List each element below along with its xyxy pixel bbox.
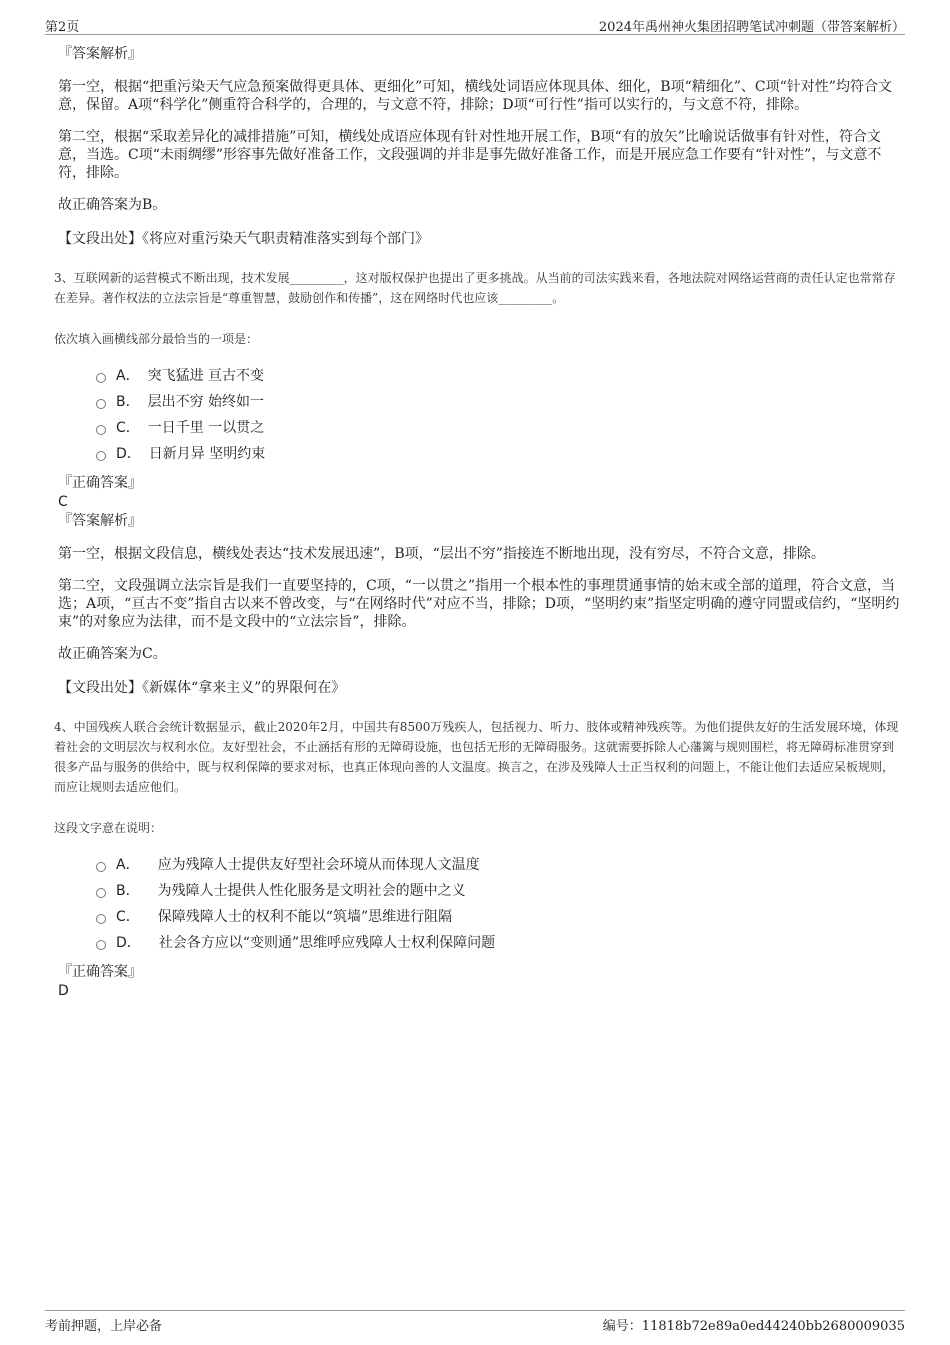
option-d[interactable]: [94, 441, 902, 467]
page-number: 第2页: [45, 20, 80, 35]
option-d[interactable]: [94, 930, 902, 956]
page-header: [45, 14, 905, 35]
option-text: 日新月异 坚明约束: [148, 446, 266, 462]
radio-icon[interactable]: [96, 940, 106, 950]
option-text: 为残障人士提供人性化服务是文明社会的题中之义: [157, 883, 466, 899]
question-prompt: 这段文字意在说明：: [54, 821, 163, 835]
radio-icon[interactable]: [96, 888, 106, 898]
page-content: [54, 44, 902, 1000]
analysis-paragraph: 第一空，根据文段信息，横线处表达“技术发展迅速”，B项，“层出不穷”指接连不断地出现，没有穷尽，不符合文意，排除。: [58, 546, 825, 562]
analysis-label: 『答案解析』: [58, 513, 142, 529]
footer-slogan: 考前押题，上岸必备: [45, 1319, 163, 1334]
analysis-paragraph: 第一空，根据“把重污染天气应急预案做得更具体、更细化”可知，横线处词语应体现具体、细化，B项“精细化”、C项“针对性”均符合文意，保留。A项“科学化”侧重符合科学的，合理的，与文意不符，排除；D项“可行性”指可以实行的，与文意不符，排除。: [58, 79, 892, 113]
option-c[interactable]: [94, 415, 902, 441]
analysis-paragraph: 第二空，根据“采取差异化的减排措施”可知，横线处成语应体现有针对性地开展工作，B项“有的放矢”比喻说话做事有针对性，符合文意，当选。C项“未雨绸缪”形容事先做好准备工作，文段强调的并非是事先做好准备工作，而是开展应急工作要有“针对性”，与文意不符，排除。: [58, 129, 882, 181]
option-letter: D．: [116, 446, 141, 462]
option-list: [94, 852, 902, 956]
radio-icon[interactable]: [96, 862, 106, 872]
option-text: 应为残障人士提供友好型社会环境从而体现人文温度: [157, 857, 480, 873]
option-b[interactable]: [94, 389, 902, 415]
question-text: 3、互联网新的运营模式不断出现，技术发展_________，这对版权保护也提出了更多挑战。从当前的司法实践来看，各地法院对网络运营商的责任认定也常常存在差异。著作权法的立法宗旨是“尊重智慧，鼓励创作和传播”，这在网络时代也应该_________。: [54, 271, 896, 305]
page-footer: [45, 1310, 905, 1333]
question-prompt: 依次填入画横线部分最恰当的一项是：: [54, 332, 259, 346]
radio-icon[interactable]: [96, 451, 106, 461]
passage-source: 【文段出处】《新媒体“拿来主义”的界限何在》: [58, 680, 346, 696]
option-text: 社会各方应以“变则通”思维呼应残障人士权利保障问题: [158, 935, 496, 951]
passage-source: 【文段出处】《将应对重污染天气职责精准落实到每个部门》: [58, 231, 429, 247]
radio-icon[interactable]: [96, 373, 106, 383]
option-letter: C．: [116, 909, 140, 925]
correct-answer: C: [58, 494, 68, 510]
radio-icon[interactable]: [96, 425, 106, 435]
question-text: 4、中国残疾人联合会统计数据显示，截止2020年2月，中国共有8500万残疾人，包括视力、听力、肢体或精神残疾等。为他们提供友好的生活发展环境，体现着社会的文明层次与权利水位。友好型社会，不止涵括有形的无障碍设施，也包括无形的无障碍服务。这就需要拆除人心藩篱与规则围栏，将无障碍标准贯穿到很多产品与服务的供给中，既与权利保障的要求对标，也真正体现向善的人文温度。换言之，在涉及残障人士正当权利的问题上，不能让他们去适应呆板规则，而应让规则去适应他们。: [54, 720, 899, 794]
analysis-label: 『答案解析』: [58, 46, 142, 62]
question-4: [54, 717, 902, 1000]
option-letter: C．: [116, 420, 140, 436]
option-a[interactable]: [94, 852, 902, 878]
option-list: [94, 363, 902, 467]
option-letter: A．: [116, 368, 140, 384]
answer-conclusion: 故正确答案为C。: [58, 646, 167, 662]
option-text: 一日千里 一以贯之: [147, 420, 265, 436]
option-letter: A．: [116, 857, 140, 873]
option-text: 突飞猛进 亘古不变: [147, 368, 265, 384]
correct-answer-label: 『正确答案』: [58, 964, 142, 980]
correct-answer-label: 『正确答案』: [58, 475, 142, 491]
option-text: 层出不穷 始终如一: [147, 394, 265, 410]
option-text: 保障残障人士的权利不能以“筑墙”思维进行阻隔: [157, 909, 453, 925]
analysis-paragraph: 第二空，文段强调立法宗旨是我们一直要坚持的，C项，“一以贯之”指用一个根本性的事理贯通事情的始末或全部的道理，符合文意，当选；A项，“亘古不变”指自古以来不曾改变，与“在网络时代”对应不当，排除；D项，“坚明约束”指坚定明确的遵守同盟或信约，“坚明约束”的对象应为法律，而不是文段中的“立法宗旨”，排除。: [58, 578, 900, 630]
question-3: [54, 268, 902, 697]
document-title: 2024年禹州神火集团招聘笔试冲刺题（带答案解析）: [598, 20, 905, 35]
option-letter: B．: [116, 394, 140, 410]
option-c[interactable]: [94, 904, 902, 930]
radio-icon[interactable]: [96, 914, 106, 924]
correct-answer: D: [58, 983, 69, 999]
option-letter: B．: [116, 883, 140, 899]
answer-conclusion: 故正确答案为B。: [58, 197, 167, 213]
radio-icon[interactable]: [96, 399, 106, 409]
option-letter: D．: [116, 935, 141, 951]
option-a[interactable]: [94, 363, 902, 389]
document-id: 编号：11818b72e89a0ed44240bb2680009035: [602, 1319, 905, 1334]
option-b[interactable]: [94, 878, 902, 904]
